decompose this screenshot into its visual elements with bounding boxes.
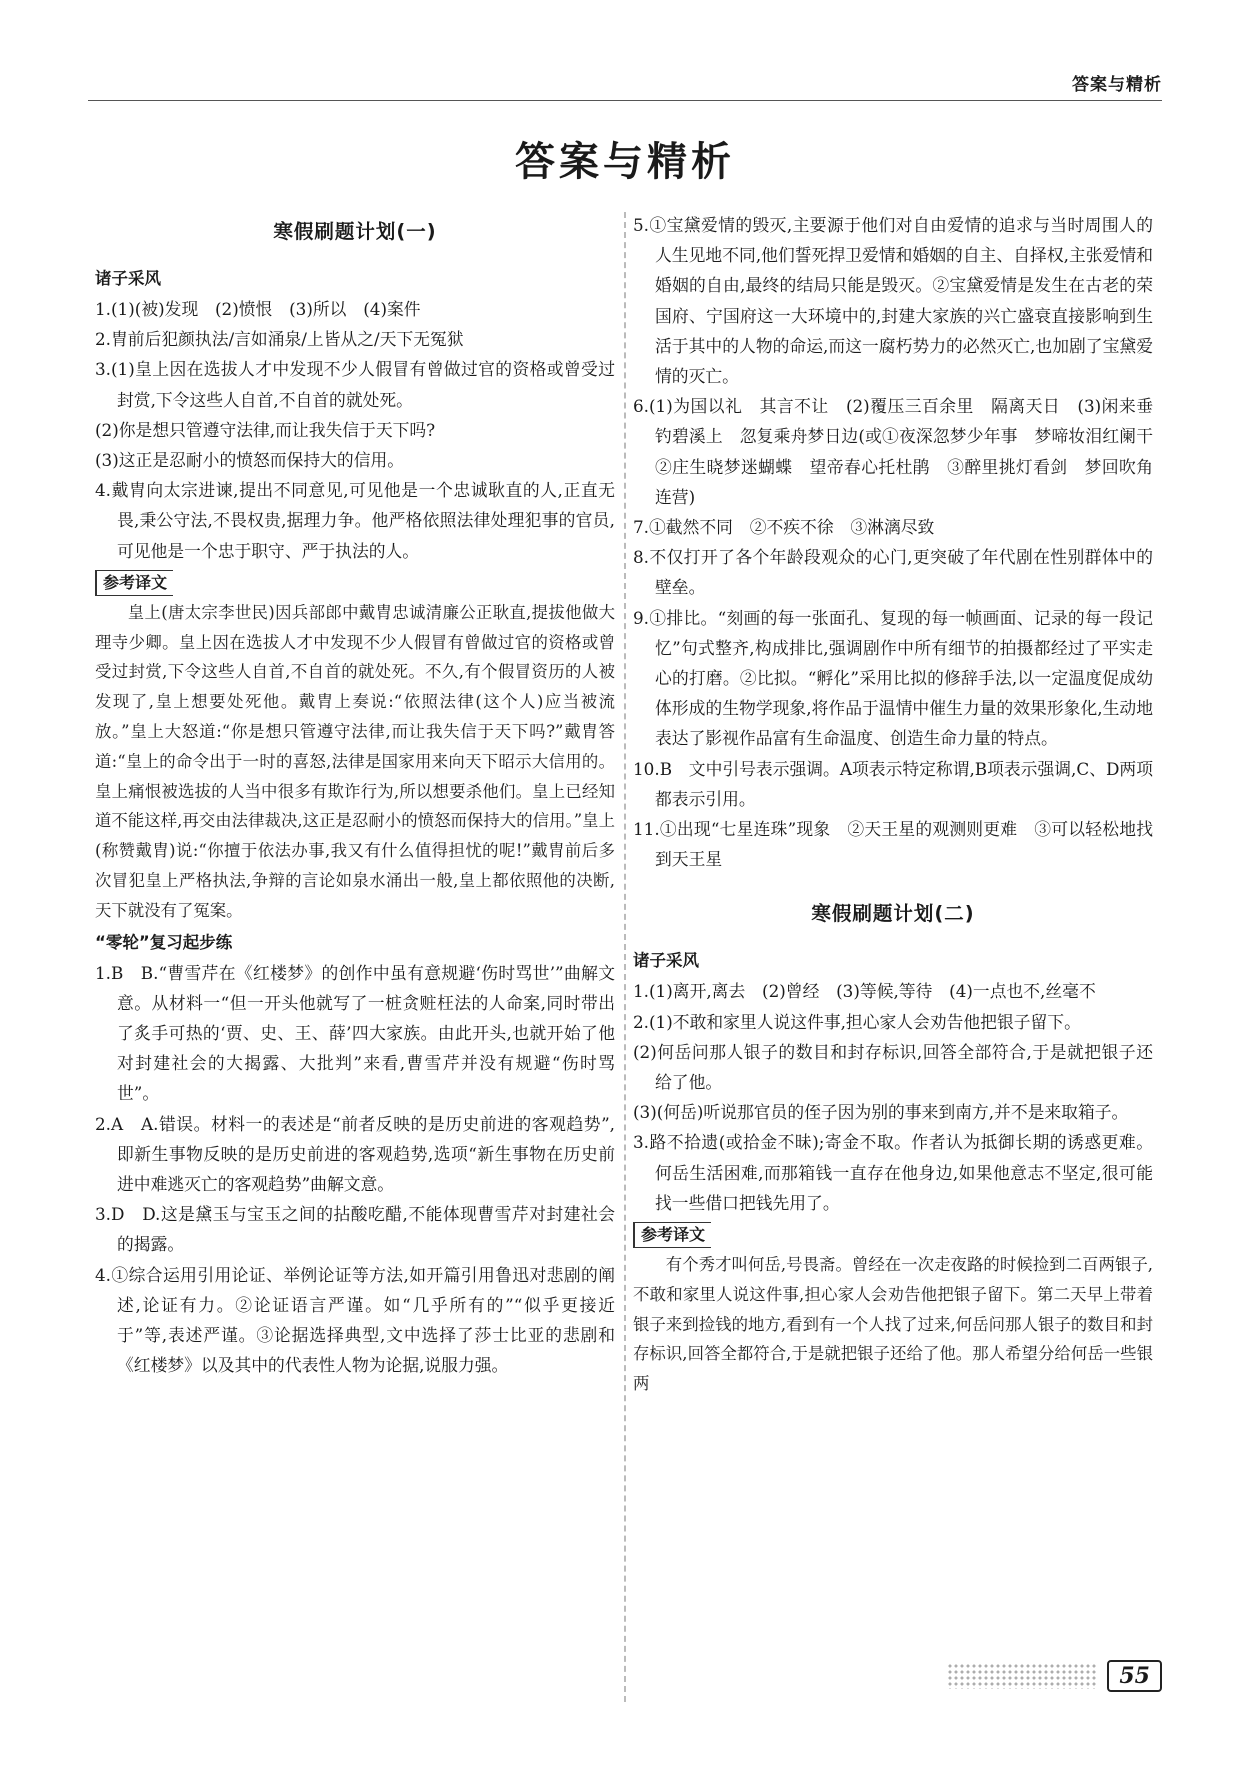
- subsection-heading: 诸子采风: [633, 951, 699, 971]
- answer-item: 1.B B.“曹雪芹在《红楼梦》的创作中虽有意规避‘伤时骂世’”曲解文意。从材料一“但一开头他就写了一桩贪赃枉法的人命案,同时带出了炙手可热的‘贾、史、王、薛’四大家族。由此开头,也就开始了他对封建社会的大揭露、大批判”来看,曹雪芹并没有规避“伤时骂世”。: [95, 962, 615, 1104]
- answer-list: [95, 294, 615, 566]
- left-column: [95, 210, 615, 1380]
- dot-pattern-decoration: [947, 1663, 1097, 1689]
- column-divider: [624, 212, 626, 1702]
- answer-item: 2.(1)不敢和家里人说这件事,担心家人会劝告他把银子留下。: [633, 1011, 1081, 1032]
- reference-translation: 皇上(唐太宗李世民)因兵部郎中戴胄忠诚清廉公正耿直,提拔他做大理寺少卿。皇上因在选拔人才中发现不少人假冒有曾做过官的资格或曾受过封赏,下令这些人自首,不自首的就处死。不久,有个假冒资历的人被发现了,皇上想要处死他。戴胄上奏说:“依照法律(这个人)应当被流放。”皇上大怒道:“你是想只管遵守法律,而让我失信于天下吗?”戴胄答道:“皇上的命令出于一时的喜怒,法律是国家用来向天下昭示大信用的。皇上痛恨被选拔的人当中很多有欺诈行为,所以想要杀他们。皇上已经知道不能这样,再交由法律裁决,这正是忍耐小的愤怒而保持大的信用。”皇上(称赞戴胄)说:“你擅于依法办事,我又有什么值得担忧的呢!”戴胄前后多次冒犯皇上严格执法,争辩的言论如泉水涌出一般,皇上都依照他的决断,天下就没有了冤案。: [95, 602, 615, 920]
- answer-item: 1.(1)(被)发现 (2)愤恨 (3)所以 (4)案件: [95, 299, 421, 319]
- answer-item: 11.①出现“七星连珠”现象 ②天王星的观测则更难 ③可以轻松地找到天王星: [633, 819, 1153, 870]
- answer-item: 5.①宝黛爱情的毁灭,主要源于他们对自由爱情的追求与当时周围人的人生见地不同,他们誓死捍卫爱情和婚姻的自主、自择权,主张爱情和婚姻的自由,最终的结局只能是毁灭。②宝黛爱情是发生在古老的荣国府、宁国府这一大环境中的,封建大家族的兴亡盛衰直接影响到生活于其中的人物的命运,而这一腐朽势力的必然灭亡,也加剧了宝黛爱情的灭亡。: [633, 215, 1153, 387]
- answer-item: (2)何岳问那人银子的数目和封存标识,回答全部符合,于是就把银子还给了他。: [633, 1041, 1153, 1093]
- answer-item: 9.①排比。“刻画的每一张面孔、复现的每一帧画面、记录的每一段记忆”句式整齐,构成排比,强调剧作中所有细节的拍摄都经过了平实走心的打磨。②比拟。“孵化”采用比拟的修辞手法,以一定温度促成幼体形成的生物学现象,将作品于温情中催生力量的效果形象化,生动地表达了影视作品富有生命温度、创造生命力量的特点。: [633, 607, 1153, 749]
- answer-item: 3.(1)皇上因在选拔人才中发现不少人假冒有曾做过官的资格或曾受过封赏,下令这些人自首,不自首的就处死。: [95, 359, 615, 410]
- answer-item: 2.A A.错误。材料一的表述是“前者反映的是历史前进的客观趋势”,即新生事物反映的是历史前进的客观趋势,选项“新生事物在历史前进中难逃灭亡的客观趋势”曲解文意。: [95, 1113, 615, 1195]
- answer-list: [633, 210, 1170, 874]
- subsection-heading: “零轮”复习起步练: [95, 932, 233, 952]
- page-title: 答案与精析: [515, 139, 735, 185]
- answer-item: 8.不仅打开了各个年龄段观众的心门,更突破了年代剧在性别群体中的壁垒。: [633, 547, 1153, 598]
- answer-item: 2.胄前后犯颜执法/言如涌泉/上皆从之/天下无冤狱: [95, 329, 464, 350]
- answer-item: 4.戴胄向太宗进谏,提出不同意见,可见他是一个忠诚耿直的人,正直无畏,秉公守法,不畏权贵,据理力争。他严格依照法律处理犯事的官员,可见他是一个忠于职守、严于执法的人。: [95, 480, 615, 561]
- answer-item: 7.①截然不同 ②不疾不徐 ③淋漓尽致: [633, 517, 935, 538]
- reference-translation-label: 参考译文: [633, 1222, 711, 1248]
- subsection-heading: 诸子采风: [95, 269, 161, 288]
- answer-item: 4.①综合运用引用论证、举例论证等方法,如开篇引用鲁迅对悲剧的阐述,论证有力。②论证语言严谨。如“几乎所有的”“似乎更接近于”等,表述严谨。③论据选择典型,文中选择了莎士比亚的悲剧和《红楼梦》以及其中的代表性人物为论据,说服力强。: [95, 1264, 615, 1376]
- answer-item: (3)(何岳)听说那官员的侄子因为别的事来到南方,并不是来取箱子。: [633, 1102, 1129, 1123]
- page-number: 55: [1107, 1660, 1162, 1692]
- right-column: [633, 210, 1170, 1399]
- answer-item: 3.路不拾遗(或拾金不昧);寄金不取。作者认为抵御长期的诱惑更难。何岳生活困难,而那箱钱一直存在他身边,如果他意志不坚定,很可能找一些借口把钱先用了。: [633, 1132, 1153, 1213]
- answer-list: [95, 958, 615, 1381]
- running-header: 答案与精析: [1072, 75, 1162, 95]
- section-title: 寒假刷题计划(一): [273, 220, 437, 243]
- answer-item: (2)你是想只管遵守法律,而让我失信于天下吗?: [95, 419, 436, 440]
- answer-list: [633, 976, 1153, 1218]
- answer-item: 1.(1)离开,离去 (2)曾经 (3)等候,等待 (4)一点也不,丝毫不: [633, 981, 1096, 1002]
- section-title: 寒假刷题计划(二): [811, 902, 975, 926]
- reference-translation: 有个秀才叫何岳,号畏斋。曾经在一次走夜路的时候捡到二百两银子,不敢和家里人说这件事,担心家人会劝告他把银子留下。第二天早上带着银子来到捡钱的地方,看到有一个人找了过来,何岳问那人银子的数目和封存标识,回答全都符合,于是就把银子还给了他。那人希望分给何岳一些银两: [633, 1255, 1153, 1394]
- header-rule: [88, 100, 1162, 101]
- answer-item: 10.B 文中引号表示强调。A项表示特定称谓,B项表示强调,C、D两项都表示引用。: [633, 758, 1153, 809]
- answer-item: (3)这正是忍耐小的愤怒而保持大的信用。: [95, 450, 405, 471]
- page-footer: [947, 1660, 1162, 1692]
- answer-item: 6.(1)为国以礼 其言不让 (2)覆压三百余里 隔离天日 (3)闲来垂钓碧溪上 忽复乘舟梦日边(或①夜深忽梦少年事 梦啼妆泪红阑干 ②庄生晓梦迷蝴蝶 望帝春心托杜鹃 ③醉里挑灯看剑 梦回吹角连营): [633, 396, 1170, 507]
- reference-translation-label: 参考译文: [95, 570, 173, 596]
- answer-item: 3.D D.这是黛玉与宝玉之间的拈酸吃醋,不能体现曹雪芹对封建社会的揭露。: [95, 1204, 615, 1255]
